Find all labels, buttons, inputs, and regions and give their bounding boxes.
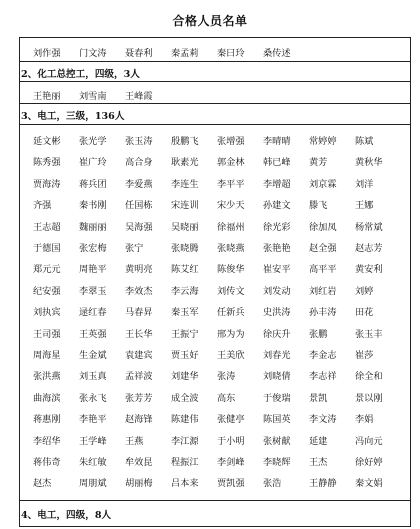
name-cell: 李爱燕: [125, 178, 153, 190]
name-row: [19, 219, 411, 233]
name-row: [19, 88, 411, 102]
name-cell: 王英强: [79, 328, 107, 340]
name-cell: 刘婷: [355, 285, 374, 297]
name-cell: 周艳平: [79, 264, 107, 276]
name-cell: 张晓腾: [171, 243, 199, 254]
name-cell: 张健亭: [217, 414, 245, 426]
name-cell: 吴海强: [125, 221, 153, 233]
name-cell: 周海星: [33, 350, 61, 361]
name-cell: 冯向元: [355, 435, 383, 447]
name-row: [19, 197, 411, 211]
name-cell: 耿素光: [171, 157, 199, 169]
name-cell: 徐好婷: [355, 457, 383, 468]
name-cell: 魏丽丽: [79, 221, 107, 233]
name-row: [19, 411, 411, 425]
name-cell: 宋少天: [217, 200, 245, 212]
name-cell: 李效杰: [125, 285, 153, 297]
name-cell: 常婷婷: [309, 136, 337, 147]
name-cell: 李连生: [171, 178, 199, 190]
name-cell: 贾凯强: [217, 478, 245, 490]
name-cell: 王燕: [125, 435, 144, 447]
name-cell: 崔安平: [263, 264, 291, 276]
name-cell: 刘建华: [171, 371, 199, 383]
name-cell: 胡丽梅: [125, 478, 153, 490]
name-cell: 刘京霖: [309, 178, 337, 190]
name-row: [19, 475, 411, 489]
name-cell: 徐加凤: [309, 221, 337, 233]
name-row: [19, 347, 411, 361]
name-cell: 赵全强: [309, 243, 337, 254]
name-cell: 蒋伟奇: [33, 457, 61, 468]
name-cell: 王杰: [309, 457, 328, 468]
name-cell: 张鹏: [309, 328, 328, 340]
name-cell: 蒋惠刚: [33, 414, 61, 426]
name-row: [19, 283, 411, 297]
name-cell: 周朋斌: [79, 478, 107, 490]
name-cell: 张艳艳: [263, 243, 291, 254]
name-cell: 徐福州: [217, 221, 245, 233]
name-cell: 延建: [309, 435, 328, 447]
name-cell: 王美欣: [217, 350, 245, 361]
name-cell: 逯红春: [79, 307, 107, 319]
name-cell: 王峰霞: [125, 91, 153, 102]
name-cell: 赵志芳: [355, 243, 383, 254]
name-cell: 张增强: [217, 136, 245, 147]
name-cell: 陈艾红: [171, 264, 199, 276]
name-cell: 景凯: [309, 392, 328, 404]
name-cell: 孙丰涛: [309, 307, 337, 319]
name-cell: 李娟: [355, 414, 374, 426]
name-cell: 韩已峰: [263, 157, 291, 169]
section-header: 4、电工，四级，8人: [21, 510, 112, 521]
name-cell: 高东: [217, 392, 236, 404]
name-cell: 刘洋: [355, 178, 374, 190]
section-header: 3、电工，三级，136人: [21, 111, 125, 122]
name-row: [19, 176, 411, 190]
top-names-row: [19, 45, 411, 59]
name-cell: 王司强: [33, 328, 61, 340]
name-cell: 贾玉好: [171, 350, 199, 361]
name-cell: 成全波: [171, 392, 199, 404]
name-cell: 郑元元: [33, 264, 61, 276]
name-cell: 张宁: [125, 243, 144, 254]
name-cell: 徐光彩: [263, 221, 291, 233]
divider: [19, 500, 411, 501]
name-cell: 刘红岩: [309, 285, 337, 297]
name-cell: 吕本来: [171, 478, 199, 490]
name-cell: 于小明: [217, 435, 245, 447]
name-cell: 王振宁: [171, 328, 199, 340]
name-cell: 王学峰: [79, 435, 107, 447]
name-cell: 孟祥波: [125, 371, 153, 383]
name-cell: 李艳平: [79, 414, 107, 426]
name-cell: 赵杰: [33, 478, 52, 490]
name-cell: 陈秀强: [33, 157, 61, 169]
name-cell: 黄秋华: [355, 157, 383, 169]
name-cell: 黄安利: [355, 264, 383, 276]
name-cell: 齐强: [33, 200, 52, 212]
name-cell: 王艳丽: [33, 91, 61, 102]
name-row: [19, 454, 411, 468]
name-cell: 李增超: [263, 178, 291, 190]
name-cell: 刘春光: [263, 350, 291, 361]
name-cell: 高合身: [125, 157, 153, 169]
name-row: [19, 326, 411, 340]
name-cell: 宋连训: [171, 200, 199, 212]
name-cell: 李江源: [171, 435, 199, 447]
name-row: [19, 154, 411, 168]
name-cell: 黄芳: [309, 157, 328, 169]
name-cell: 刘作强: [33, 48, 61, 59]
name-cell: 孙建文: [263, 200, 291, 212]
name-cell: 邢为为: [217, 328, 245, 340]
name-cell: 纪安强: [33, 285, 61, 297]
section-header: 2、化工总控工，四级，3人: [21, 69, 140, 80]
name-cell: 门文涛: [79, 48, 107, 59]
name-cell: 朱红敏: [79, 457, 107, 468]
name-cell: 于德国: [33, 243, 61, 254]
name-cell: 李晴晴: [263, 136, 291, 147]
name-cell: 李平平: [217, 178, 245, 190]
name-cell: 吴晓丽: [171, 221, 199, 233]
name-cell: 黄明亮: [125, 264, 153, 276]
name-cell: 李绍华: [33, 435, 61, 447]
name-cell: 李金志: [309, 350, 337, 361]
divider: [19, 124, 411, 125]
name-cell: 刘玉真: [79, 371, 107, 383]
name-cell: 任新兵: [217, 307, 245, 319]
name-cell: 景以刚: [355, 392, 383, 404]
name-cell: 高平平: [309, 264, 337, 276]
name-cell: 殷鹏飞: [171, 136, 199, 147]
name-row: [19, 304, 411, 318]
name-cell: 李文涛: [309, 414, 337, 426]
name-cell: 杨常斌: [355, 221, 383, 233]
name-cell: 王娜: [355, 200, 374, 212]
name-cell: 崔莎: [355, 350, 374, 361]
name-row: [19, 240, 411, 254]
name-cell: 秦曰玲: [217, 48, 245, 59]
name-cell: 秦玉军: [171, 307, 199, 319]
document-title: 合格人员名单: [172, 14, 248, 28]
name-cell: 滕飞: [309, 200, 328, 212]
name-cell: 刘执宾: [33, 307, 61, 319]
name-cell: 曲海滨: [33, 392, 61, 404]
name-cell: 张浩: [263, 478, 282, 490]
name-cell: 张洪燕: [33, 371, 61, 383]
name-cell: 于俊瑞: [263, 392, 291, 404]
name-cell: 张宏梅: [79, 243, 107, 254]
name-cell: 秦文娟: [355, 478, 383, 490]
name-cell: 李志祥: [309, 371, 337, 383]
name-cell: 田花: [355, 307, 374, 319]
name-cell: 郭金林: [217, 157, 245, 169]
name-cell: 王静静: [309, 478, 337, 490]
name-cell: 陈俊华: [217, 264, 245, 276]
name-cell: 张永飞: [79, 392, 107, 404]
name-cell: 王长华: [125, 328, 153, 340]
name-cell: 张芳芳: [125, 392, 153, 404]
name-cell: 牟效昆: [125, 457, 153, 468]
name-cell: 张光学: [79, 136, 107, 147]
name-cell: 史洪涛: [263, 307, 291, 319]
name-cell: 李剑峰: [217, 457, 245, 468]
name-cell: 张树献: [263, 435, 291, 447]
name-cell: 徐全和: [355, 371, 383, 383]
name-cell: 张玉丰: [355, 328, 383, 340]
name-cell: 徐庆升: [263, 328, 291, 340]
name-cell: 张涛: [217, 371, 236, 383]
name-cell: 张玉涛: [125, 136, 153, 147]
name-cell: 马春昇: [125, 307, 153, 319]
name-cell: 延文彬: [33, 136, 61, 147]
name-cell: 任国栋: [125, 200, 153, 212]
name-cell: 刘发动: [263, 285, 291, 297]
name-cell: 刘晓倩: [263, 371, 291, 383]
name-cell: 赵海锋: [125, 414, 153, 426]
name-cell: 桑传述: [263, 48, 291, 59]
name-row: [19, 433, 411, 447]
name-cell: 张晓燕: [217, 243, 245, 254]
name-cell: 刘雪南: [79, 91, 107, 102]
name-cell: 陈斌: [355, 136, 374, 147]
name-cell: 李云海: [171, 285, 199, 297]
divider: [19, 61, 411, 62]
name-row: [19, 133, 411, 147]
name-cell: 刘传文: [217, 285, 245, 297]
name-row: [19, 368, 411, 382]
name-cell: 生金斌: [79, 350, 107, 361]
name-cell: 秦书刚: [79, 200, 107, 212]
name-cell: 袁建宾: [125, 350, 153, 361]
name-cell: 李翠玉: [79, 285, 107, 297]
name-cell: 秦孟莉: [171, 48, 199, 59]
name-cell: 陈建伟: [171, 414, 199, 426]
name-cell: 聂春利: [125, 48, 153, 59]
name-cell: 崔广玲: [79, 157, 107, 169]
name-cell: 程振江: [171, 457, 199, 468]
name-cell: 贾海涛: [33, 178, 61, 190]
name-cell: 李晓辉: [263, 457, 291, 468]
name-row: [19, 261, 411, 275]
name-row: [19, 390, 411, 404]
name-cell: 陈国英: [263, 414, 291, 426]
name-cell: 蒋兵团: [79, 178, 107, 190]
divider: [19, 103, 411, 104]
divider: [19, 81, 411, 82]
name-cell: 王志超: [33, 221, 61, 233]
